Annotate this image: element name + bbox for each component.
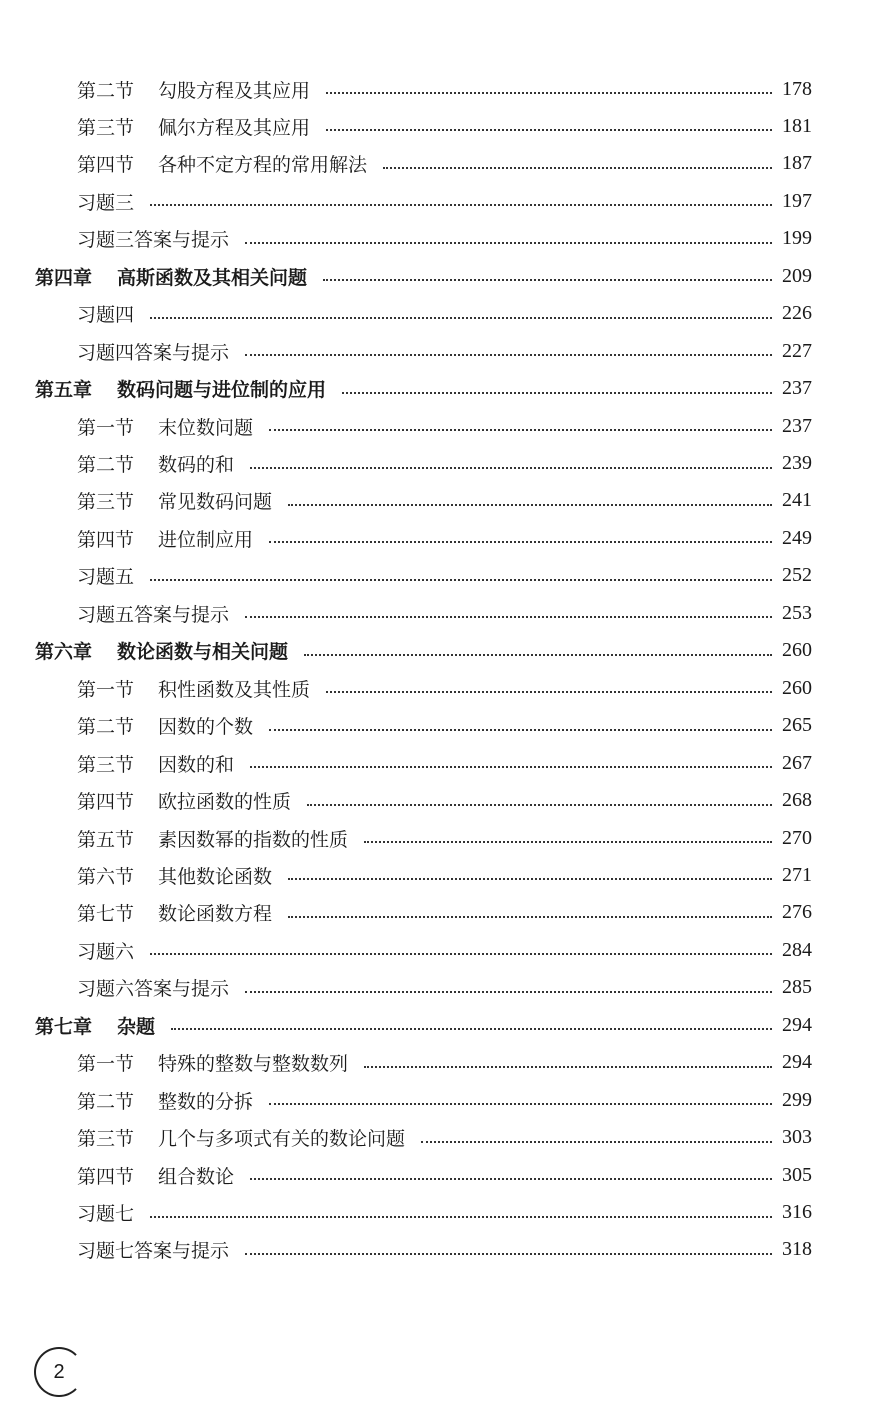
- dot-leader: [364, 1066, 772, 1068]
- section-title: 习题四: [77, 304, 135, 327]
- section-number: 第二节: [77, 79, 135, 102]
- section-title: 常见数码问题: [158, 491, 273, 514]
- page-ref: 318: [782, 1238, 812, 1261]
- page-ref: 249: [782, 526, 812, 549]
- page-ref: 187: [782, 152, 812, 175]
- toc-label: [35, 637, 288, 664]
- toc-label: [77, 937, 134, 964]
- dot-leader: [269, 1103, 772, 1105]
- toc-entry-row: [0, 1157, 873, 1193]
- toc-label: [35, 375, 326, 402]
- page-ref: 294: [782, 1013, 812, 1036]
- toc-entry-row: [0, 446, 873, 482]
- section-title: 习题六答案与提示: [77, 978, 230, 1001]
- chapter-number: 第六章: [35, 641, 93, 664]
- section-number: 第六节: [77, 865, 135, 888]
- dot-leader: [150, 579, 772, 581]
- toc-label: [77, 899, 272, 926]
- page-ref: 239: [782, 452, 812, 474]
- dot-leader: [150, 317, 772, 319]
- section-title: 习题七答案与提示: [77, 1240, 230, 1263]
- toc-label: [77, 413, 253, 440]
- toc-entry-row: [0, 970, 873, 1006]
- page-ref: 241: [782, 489, 812, 512]
- dot-leader: [307, 804, 772, 806]
- toc-label: [35, 1012, 155, 1039]
- section-title: 组合数论: [158, 1165, 235, 1188]
- section-number: 第二节: [77, 1090, 135, 1113]
- toc-label: [77, 188, 134, 215]
- toc-label: [77, 750, 234, 777]
- toc-entry-row: [0, 483, 873, 519]
- chapter-title: 数码问题与进位制的应用: [117, 379, 327, 402]
- section-title: 整数的分拆: [158, 1090, 254, 1113]
- dot-leader: [245, 242, 772, 244]
- toc-label: [35, 263, 307, 290]
- toc-chapter-row: [0, 633, 873, 669]
- toc-entry-row: [0, 333, 873, 369]
- toc-label: [77, 450, 234, 477]
- toc-entry-row: [0, 932, 873, 968]
- section-title: 积性函数及其性质: [158, 678, 311, 701]
- toc-entry-row: [0, 1120, 873, 1156]
- page-ref: 209: [782, 264, 812, 287]
- dot-leader: [150, 953, 772, 955]
- toc-label: [77, 1236, 229, 1263]
- toc-entry-row: [0, 783, 873, 819]
- dot-leader: [326, 129, 772, 131]
- dot-leader: [171, 1028, 772, 1030]
- toc-entry-row: [0, 221, 873, 257]
- chapter-number: 第五章: [35, 379, 93, 402]
- toc-entry-row: [0, 1195, 873, 1231]
- section-title: 其他数论函数: [158, 865, 273, 888]
- dot-leader: [383, 167, 772, 169]
- toc-chapter-row: [0, 371, 873, 407]
- chapter-number: 第四章: [35, 266, 93, 289]
- page-ref: 303: [782, 1126, 812, 1149]
- chapter-number: 第七章: [35, 1015, 93, 1038]
- toc-chapter-row: [0, 258, 873, 294]
- page-ref: 294: [782, 1051, 812, 1074]
- dot-leader: [269, 429, 772, 431]
- toc-label: [77, 600, 229, 627]
- page-ref: 265: [782, 714, 812, 737]
- section-title: 因数的个数: [158, 716, 254, 739]
- dot-leader: [364, 841, 772, 843]
- section-number: 第三节: [77, 491, 135, 514]
- toc-entry-row: [0, 595, 873, 631]
- section-number: 第三节: [77, 753, 135, 776]
- dot-leader: [245, 1253, 772, 1255]
- toc-label: [77, 338, 229, 365]
- dot-leader: [288, 504, 772, 506]
- section-title: 素因数幂的指数的性质: [158, 828, 349, 851]
- toc-label: [77, 1049, 348, 1076]
- section-title: 各种不定方程的常用解法: [158, 154, 368, 177]
- page-ref: 227: [782, 339, 812, 362]
- page-ref: 284: [782, 938, 812, 961]
- section-number: 第四节: [77, 791, 135, 814]
- page-ref: 181: [782, 114, 812, 137]
- section-number: 第三节: [77, 116, 135, 139]
- section-title: 习题四答案与提示: [77, 341, 230, 364]
- toc-entry-row: [0, 71, 873, 107]
- toc-label: [77, 974, 229, 1001]
- toc-label: [77, 862, 272, 889]
- section-number: 第四节: [77, 528, 135, 551]
- section-title: 欧拉函数的性质: [158, 791, 292, 814]
- chapter-title: 杂题: [117, 1015, 156, 1038]
- toc-entry-row: [0, 670, 873, 706]
- dot-leader: [288, 916, 772, 918]
- toc-label: [77, 225, 229, 252]
- page-ref: 197: [782, 189, 812, 212]
- page-ref: 268: [782, 789, 812, 812]
- page-ref: 271: [782, 863, 812, 886]
- dot-leader: [250, 766, 772, 768]
- section-title: 习题五答案与提示: [77, 603, 230, 626]
- section-number: 第一节: [77, 678, 135, 701]
- dot-leader: [421, 1141, 772, 1143]
- section-title: 习题三答案与提示: [77, 229, 230, 252]
- dot-leader: [245, 991, 772, 993]
- toc-label: [77, 487, 272, 514]
- toc-label: [77, 1199, 134, 1226]
- page-number-text: 2: [53, 1360, 65, 1383]
- toc-entry-row: [0, 296, 873, 332]
- toc-entry-row: [0, 558, 873, 594]
- page-ref: 237: [782, 377, 812, 400]
- toc-entry-row: [0, 708, 873, 744]
- section-number: 第四节: [77, 1165, 135, 1188]
- toc-label: [77, 1087, 253, 1114]
- section-title: 习题三: [77, 191, 135, 214]
- section-number: 第五节: [77, 828, 135, 851]
- section-title: 数论函数方程: [158, 903, 273, 926]
- dot-leader: [150, 204, 772, 206]
- toc-entry-row: [0, 857, 873, 893]
- section-number: 第二节: [77, 454, 135, 476]
- dot-leader: [269, 729, 772, 731]
- page-ref: 270: [782, 826, 812, 849]
- toc-label: [77, 712, 253, 739]
- toc-entry-row: [0, 146, 873, 182]
- dot-leader: [269, 541, 772, 543]
- page-ref: 276: [782, 901, 812, 924]
- toc-entry-row: [0, 108, 873, 144]
- page-ref: 305: [782, 1163, 812, 1186]
- toc-entry-row: [0, 1082, 873, 1118]
- dot-leader: [323, 279, 772, 281]
- section-title: 进位制应用: [158, 528, 254, 551]
- dot-leader: [245, 354, 772, 356]
- toc-entry-row: [0, 745, 873, 781]
- toc-label: [77, 150, 367, 177]
- dot-leader: [288, 878, 772, 880]
- toc-label: [77, 562, 134, 589]
- dot-leader: [304, 654, 772, 656]
- section-number: 第一节: [77, 1053, 135, 1076]
- section-title: 佩尔方程及其应用: [158, 116, 311, 139]
- dot-leader: [342, 392, 772, 394]
- page-ref: 237: [782, 414, 812, 437]
- toc-entry-row: [0, 408, 873, 444]
- page-ref: 252: [782, 564, 812, 587]
- page-ref: 199: [782, 227, 812, 250]
- toc-label: [77, 787, 291, 814]
- page-ref: 316: [782, 1201, 812, 1223]
- toc-label: [77, 825, 348, 852]
- section-title: 因数的和: [158, 753, 235, 776]
- toc-entry-row: [0, 183, 873, 219]
- toc-label: [77, 1124, 405, 1151]
- toc-label: [77, 525, 253, 552]
- section-title: 数码的和: [158, 454, 235, 476]
- section-number: 第三节: [77, 1128, 135, 1151]
- toc-entry-row: [0, 895, 873, 931]
- dot-leader: [150, 1216, 772, 1218]
- page-ref: 285: [782, 976, 812, 999]
- toc-entry-row: [0, 520, 873, 556]
- page-ref: 260: [782, 639, 812, 662]
- dot-leader: [250, 467, 772, 469]
- section-number: 第一节: [77, 416, 135, 439]
- chapter-title: 数论函数与相关问题: [117, 641, 289, 664]
- toc-label: [77, 76, 310, 103]
- section-number: 第四节: [77, 154, 135, 177]
- section-title: 习题五: [77, 566, 135, 589]
- page-ref: 267: [782, 751, 812, 774]
- toc-entry-row: [0, 1232, 873, 1268]
- toc-entry-row: [0, 820, 873, 856]
- section-title: 特殊的整数与整数数列: [158, 1053, 349, 1076]
- section-title: 几个与多项式有关的数论问题: [158, 1128, 406, 1151]
- toc-label: [77, 113, 310, 140]
- toc-label: [77, 675, 310, 702]
- section-title: 习题六: [77, 940, 135, 963]
- page-ref: 260: [782, 676, 812, 699]
- section-title: 习题七: [77, 1203, 135, 1225]
- toc-label: [77, 1162, 234, 1189]
- section-number: 第七节: [77, 903, 135, 926]
- page-ref: 226: [782, 302, 812, 325]
- dot-leader: [326, 691, 772, 693]
- dot-leader: [250, 1178, 772, 1180]
- page-number: [34, 1347, 84, 1397]
- page-ref: 178: [782, 77, 812, 100]
- section-title: 末位数问题: [158, 416, 254, 439]
- toc-entry-row: [0, 1045, 873, 1081]
- chapter-title: 高斯函数及其相关问题: [117, 266, 308, 289]
- section-title: 勾股方程及其应用: [158, 79, 311, 102]
- toc-chapter-row: [0, 1007, 873, 1043]
- page-ref: 253: [782, 601, 812, 624]
- page-ref: 299: [782, 1088, 812, 1111]
- dot-leader: [326, 92, 772, 94]
- dot-leader: [245, 616, 772, 618]
- toc-label: [77, 300, 134, 327]
- section-number: 第二节: [77, 716, 135, 739]
